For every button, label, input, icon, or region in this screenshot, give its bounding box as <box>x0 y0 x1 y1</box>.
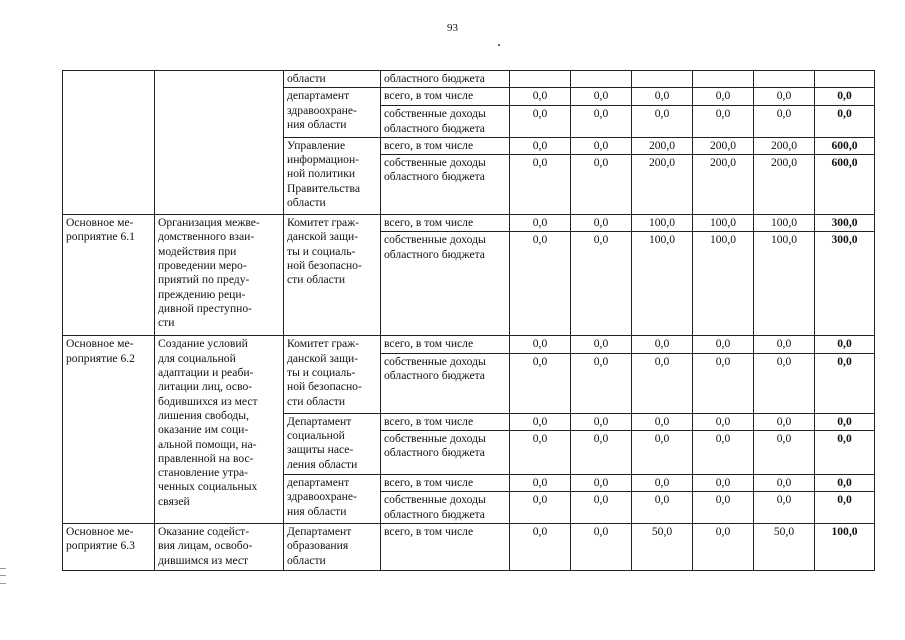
table-cell-total: 0,0 <box>815 353 875 413</box>
table-cell-source: всего, в том числе <box>381 215 510 232</box>
table-cell-value: 0,0 <box>571 137 632 154</box>
table-cell-value: 0,0 <box>510 88 571 106</box>
table-cell-value: 0,0 <box>693 475 754 492</box>
table-cell-value: 0,0 <box>571 336 632 353</box>
table-cell-total: 0,0 <box>815 336 875 353</box>
table-cell-value: 0,0 <box>571 232 632 336</box>
table-row <box>63 336 875 353</box>
table-cell-value: 0,0 <box>754 353 815 413</box>
budget-table <box>62 70 875 571</box>
table-cell-value: 100,0 <box>632 232 693 336</box>
scan-dot <box>498 44 500 46</box>
table-cell-measure: Основное ме- роприятие 6.1 <box>63 215 155 336</box>
table-cell-value: 100,0 <box>693 215 754 232</box>
margin-mark <box>0 568 6 584</box>
table-cell-value: 200,0 <box>632 137 693 154</box>
table-cell-value: 0,0 <box>632 413 693 430</box>
table-cell-total: 600,0 <box>815 155 875 215</box>
table-cell-source: собственные доходы областного бюджета <box>381 353 510 413</box>
table-cell-value: 0,0 <box>510 232 571 336</box>
table-cell-value: 0,0 <box>571 475 632 492</box>
table-cell-value: 200,0 <box>754 137 815 154</box>
table-cell-value: 0,0 <box>632 353 693 413</box>
table-cell-measure: Основное ме- роприятие 6.3 <box>63 523 155 570</box>
table-cell-value <box>510 71 571 88</box>
table-cell-total <box>815 71 875 88</box>
table-cell-description: Оказание содейст- вия лицам, освобо- дившимся из мест <box>155 523 284 570</box>
table-cell-value: 0,0 <box>571 155 632 215</box>
table-cell-value: 0,0 <box>632 492 693 524</box>
table-cell-value: 0,0 <box>693 88 754 106</box>
table-cell-value: 0,0 <box>510 353 571 413</box>
table-cell-total: 300,0 <box>815 215 875 232</box>
table-cell-value: 0,0 <box>632 475 693 492</box>
table-cell-value: 0,0 <box>632 88 693 106</box>
table-cell-value: 100,0 <box>693 232 754 336</box>
table-cell-value: 0,0 <box>510 431 571 475</box>
table-row <box>63 71 875 88</box>
table-cell-source: всего, в том числе <box>381 475 510 492</box>
table-cell-executor: Департамент социальной защиты насе- ления области <box>284 413 381 474</box>
table-cell-value: 200,0 <box>754 155 815 215</box>
table-cell-value: 0,0 <box>754 431 815 475</box>
table-cell-value: 0,0 <box>571 492 632 524</box>
table-cell-executor: области <box>284 71 381 88</box>
table-cell-value: 0,0 <box>754 106 815 138</box>
table-cell-value: 0,0 <box>693 353 754 413</box>
table-cell-value: 0,0 <box>510 475 571 492</box>
table-cell-value: 0,0 <box>571 353 632 413</box>
page-number: 93 <box>447 22 458 34</box>
table-cell-total: 0,0 <box>815 492 875 524</box>
table-cell-source: всего, в том числе <box>381 137 510 154</box>
table-cell-source: всего, в том числе <box>381 413 510 430</box>
table-cell-executor: Департамент образования области <box>284 523 381 570</box>
table-cell-value: 200,0 <box>632 155 693 215</box>
table-cell-executor: Комитет граж- данской защи- ты и социаль- ной безопасно- сти области <box>284 336 381 413</box>
table-cell-total: 300,0 <box>815 232 875 336</box>
table-cell-value <box>571 71 632 88</box>
table-cell-value: 0,0 <box>754 336 815 353</box>
table-cell-description: Создание условий для социальной адаптации и реаби- литации лиц, осво- бодившихся из мест лишения свободы, оказание им соци- альной помощи, на- правленной на вос- становление утра- ченных социальных связей <box>155 336 284 523</box>
table-cell-source: областного бюджета <box>381 71 510 88</box>
table-cell-value: 200,0 <box>693 137 754 154</box>
table-cell-value: 100,0 <box>754 215 815 232</box>
table-cell-source: всего, в том числе <box>381 88 510 106</box>
table-cell-total: 600,0 <box>815 137 875 154</box>
table-cell-value: 0,0 <box>571 106 632 138</box>
table-cell-value: 0,0 <box>754 413 815 430</box>
table-cell-description <box>155 71 284 215</box>
table-row <box>63 523 875 570</box>
table-cell-value: 0,0 <box>510 215 571 232</box>
table-cell-value: 50,0 <box>632 523 693 570</box>
table-cell-value: 0,0 <box>571 431 632 475</box>
table-cell-value: 0,0 <box>632 431 693 475</box>
table-cell-source: собственные доходы областного бюджета <box>381 431 510 475</box>
table-cell-value: 0,0 <box>510 492 571 524</box>
table-cell-total: 0,0 <box>815 413 875 430</box>
table-cell-value: 0,0 <box>693 431 754 475</box>
table-cell-total: 100,0 <box>815 523 875 570</box>
table-cell-value: 0,0 <box>510 137 571 154</box>
table-cell-value: 0,0 <box>693 336 754 353</box>
table-cell-total: 0,0 <box>815 475 875 492</box>
table-cell-source: всего, в том числе <box>381 523 510 570</box>
table-cell-value: 0,0 <box>693 492 754 524</box>
table-cell-measure: Основное ме- роприятие 6.2 <box>63 336 155 523</box>
table-cell-value: 0,0 <box>510 106 571 138</box>
table-cell-value: 0,0 <box>693 413 754 430</box>
table-cell-value: 0,0 <box>510 336 571 353</box>
table-cell-total: 0,0 <box>815 88 875 106</box>
table-cell-value: 0,0 <box>571 413 632 430</box>
table-cell-value: 0,0 <box>754 475 815 492</box>
table-cell-value: 0,0 <box>571 88 632 106</box>
table-cell-value: 0,0 <box>571 523 632 570</box>
table-cell-value: 0,0 <box>693 523 754 570</box>
table-cell-value: 0,0 <box>693 106 754 138</box>
table-cell-description: Организация межве- домственного взаи- модействия при проведении меро- приятий по преду- преждению реци- дивной преступно- сти <box>155 215 284 336</box>
table-cell-executor: департамент здравоохране- ния области <box>284 88 381 138</box>
table-cell-value <box>632 71 693 88</box>
table-cell-value: 100,0 <box>632 215 693 232</box>
table-cell-value: 0,0 <box>510 413 571 430</box>
table-cell-value: 0,0 <box>510 523 571 570</box>
table-cell-executor: департамент здравоохране- ния области <box>284 475 381 524</box>
table-cell-value <box>693 71 754 88</box>
table-cell-total: 0,0 <box>815 106 875 138</box>
table-cell-value: 0,0 <box>632 106 693 138</box>
table-cell-value: 0,0 <box>510 155 571 215</box>
table-cell-value: 0,0 <box>571 215 632 232</box>
table-cell-total: 0,0 <box>815 431 875 475</box>
table-cell-source: собственные доходы областного бюджета <box>381 232 510 336</box>
table-cell-measure <box>63 71 155 215</box>
table-cell-source: собственные доходы областного бюджета <box>381 492 510 524</box>
table-cell-value: 0,0 <box>754 492 815 524</box>
table-cell-value <box>754 71 815 88</box>
table-cell-value: 0,0 <box>632 336 693 353</box>
table-cell-source: собственные доходы областного бюджета <box>381 106 510 138</box>
table-cell-source: собственные доходы областного бюджета <box>381 155 510 215</box>
table-cell-value: 0,0 <box>754 88 815 106</box>
table-cell-value: 50,0 <box>754 523 815 570</box>
table-cell-executor: Комитет граж- данской защи- ты и социаль- ной безопасно- сти области <box>284 215 381 336</box>
table-row <box>63 215 875 232</box>
table-cell-source: всего, в том числе <box>381 336 510 353</box>
table-cell-executor: Управление информацион- ной политики Правительства области <box>284 137 381 214</box>
table-cell-value: 100,0 <box>754 232 815 336</box>
table-cell-value: 200,0 <box>693 155 754 215</box>
